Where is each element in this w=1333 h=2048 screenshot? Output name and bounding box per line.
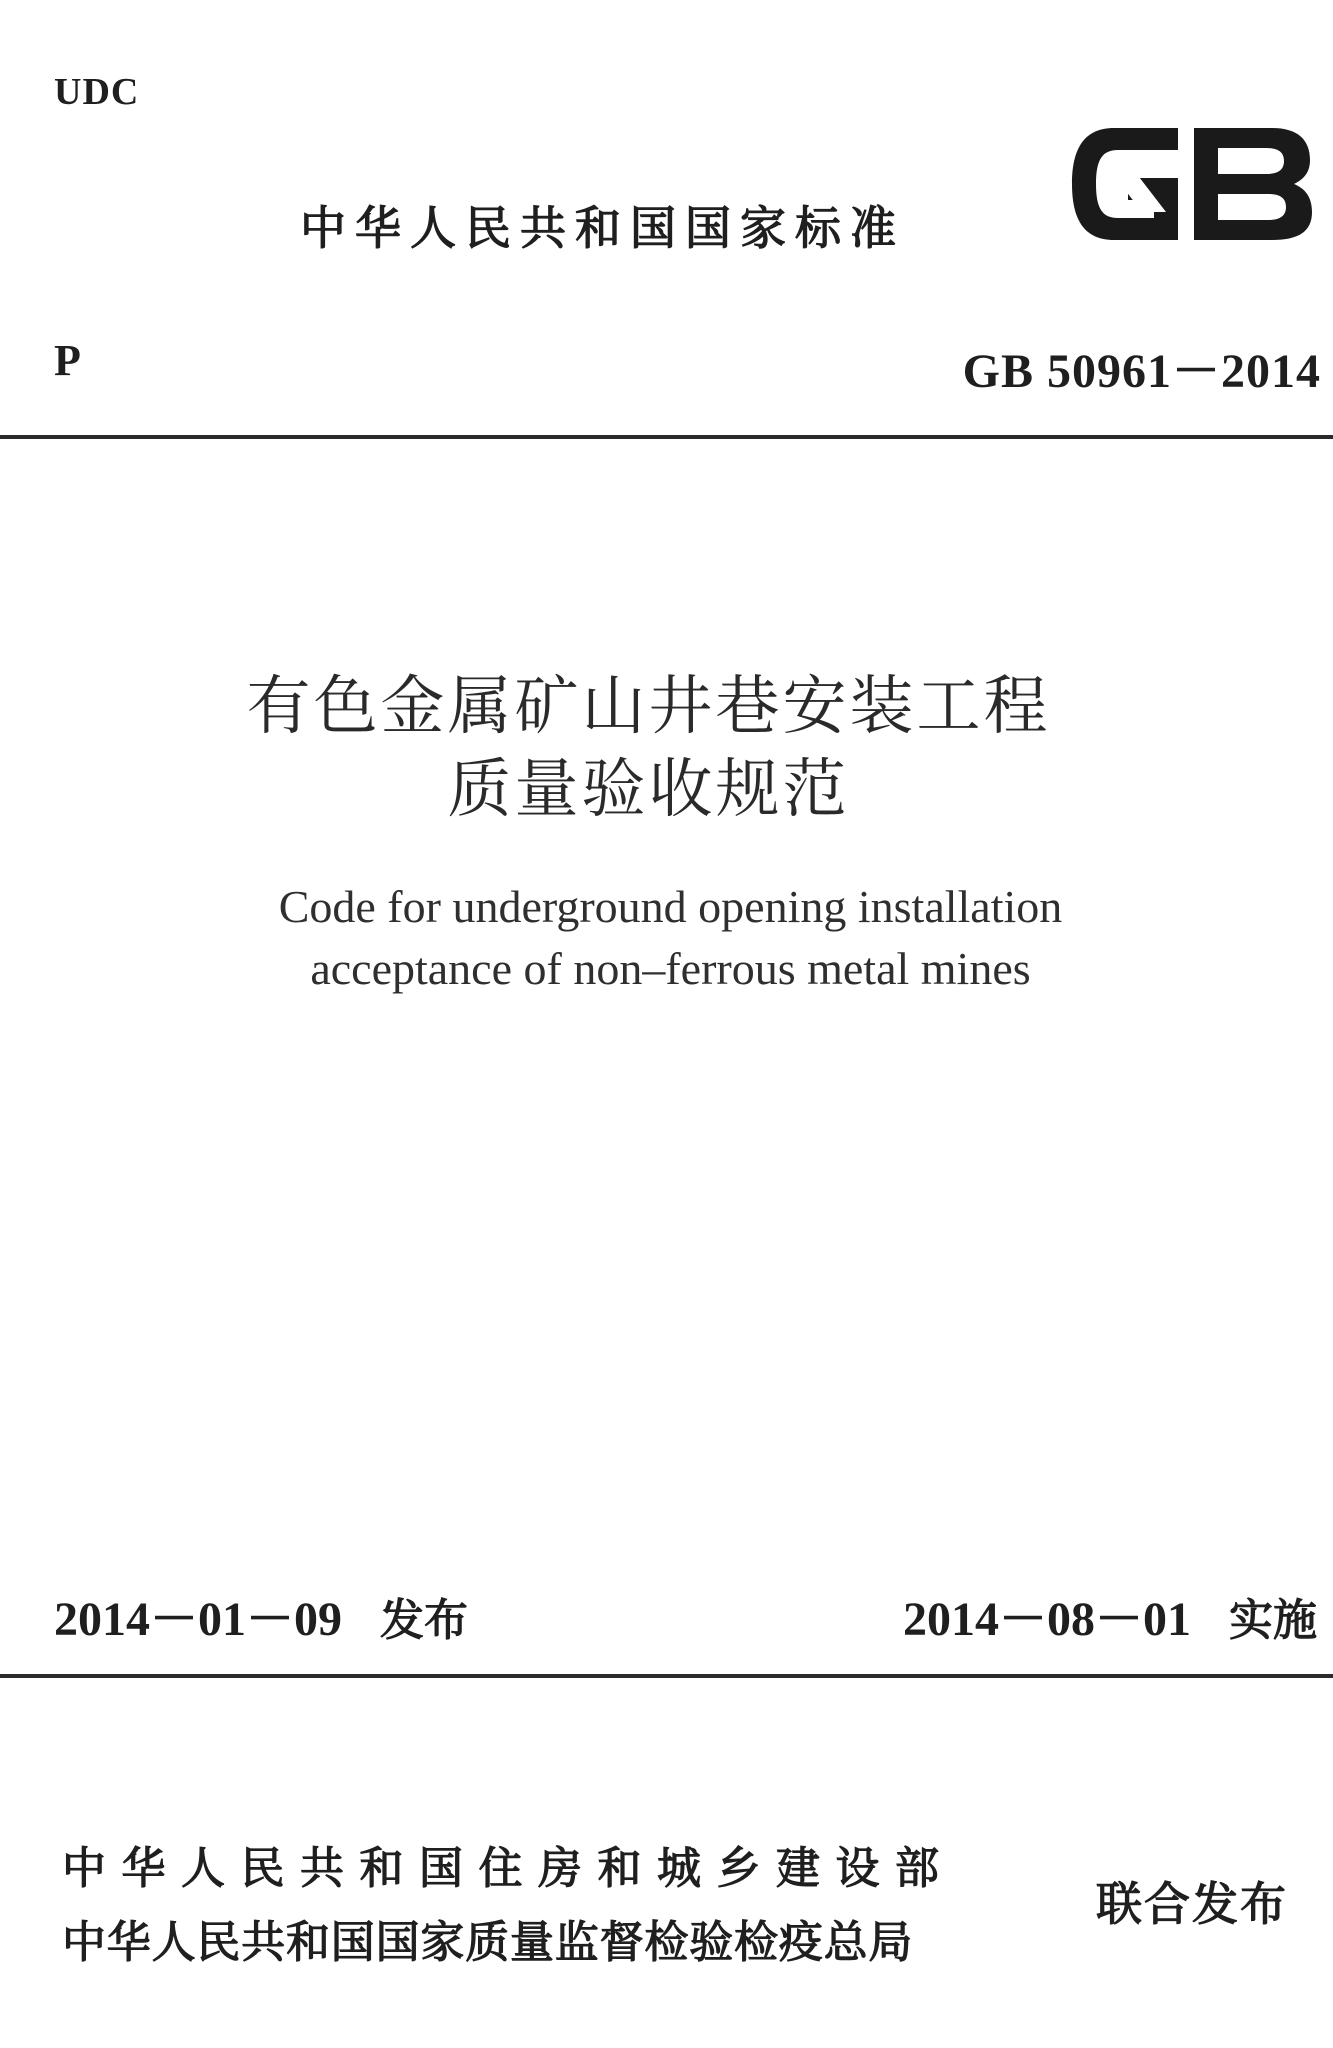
udc-label: UDC xyxy=(54,71,140,113)
category-code: P xyxy=(54,336,81,385)
top-divider xyxy=(0,435,1333,439)
gb-logo xyxy=(1066,120,1316,248)
title-zh-line1: 有色金属矿山井巷安装工程 xyxy=(246,670,1051,744)
implement-label: 实施 xyxy=(1229,1595,1317,1646)
joint-issue-label: 联合发布 xyxy=(1096,1877,1288,1931)
issuer-ministry: 中华人民共和国住房和城乡建设部 xyxy=(62,1843,955,1894)
standard-number: GB 50961－2014 xyxy=(962,345,1321,398)
issuer-aqsiq: 中华人民共和国国家质量监督检验检疫总局 xyxy=(62,1917,914,1968)
issue-label: 发布 xyxy=(380,1595,469,1646)
title-zh-line2: 质量验收规范 xyxy=(447,753,850,827)
title-en-line2: acceptance of non–ferrous metal mines xyxy=(310,943,1031,994)
bottom-divider xyxy=(0,1674,1333,1678)
issue-date: 2014－01－09 xyxy=(54,1593,343,1646)
title-en-line1: Code for underground opening installation xyxy=(278,881,1063,932)
standard-type: 中华人民共和国国家标准 xyxy=(300,201,905,255)
implement-date: 2014－08－01 xyxy=(902,1593,1191,1646)
issue-date-row xyxy=(54,1580,468,1649)
implement-date-row xyxy=(903,1580,1317,1649)
